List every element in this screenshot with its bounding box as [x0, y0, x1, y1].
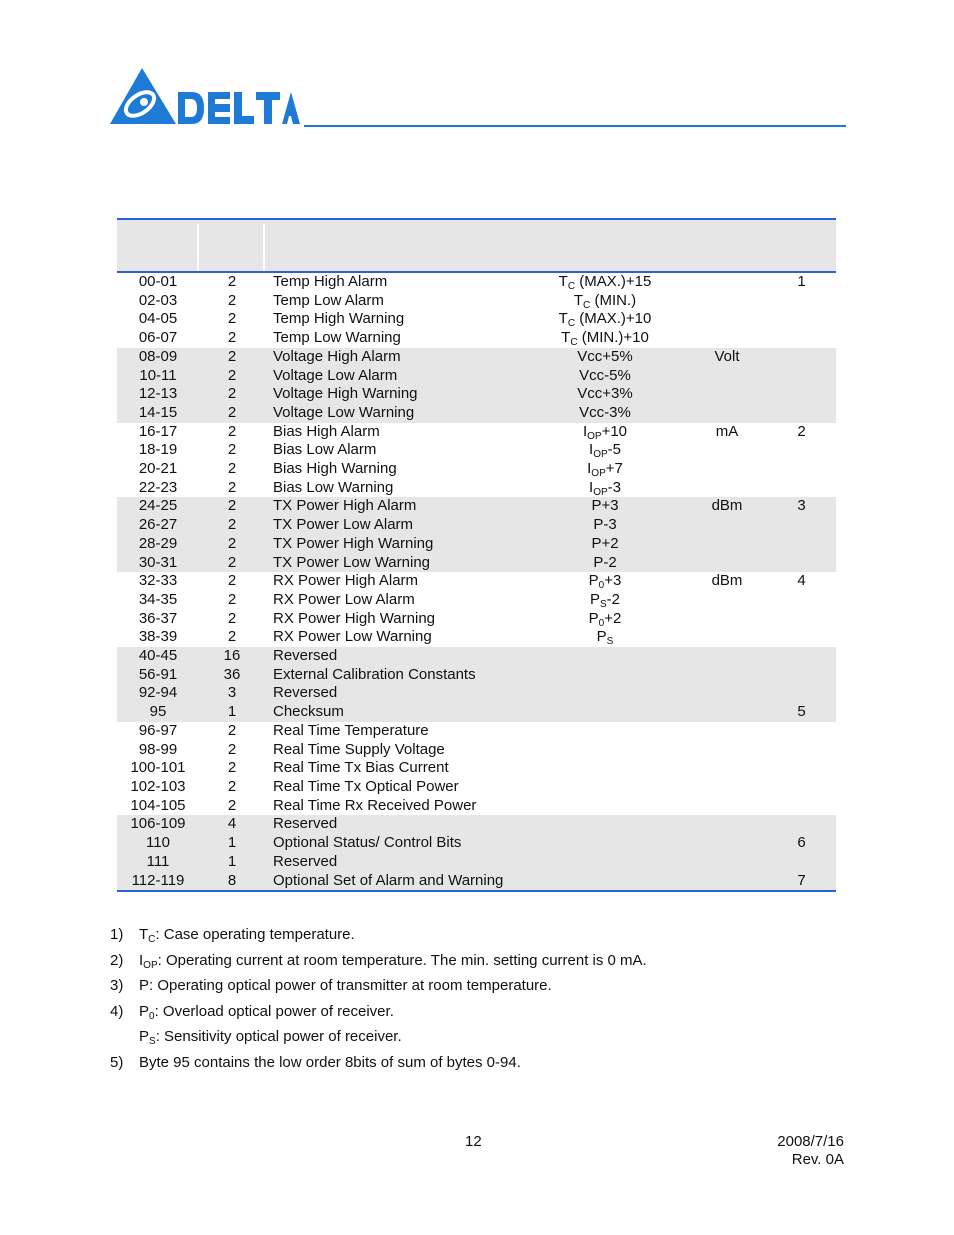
name-cell: Temp Low Warning	[273, 329, 401, 347]
note-cell	[767, 647, 836, 666]
name-cell: Optional Set of Alarm and Warning	[265, 872, 523, 891]
name-cell: Voltage Low Alarm	[265, 367, 523, 386]
address-cell: 12-13	[117, 385, 199, 404]
address-cell: 104-105	[130, 796, 186, 814]
unit-cell	[687, 628, 767, 647]
table-header	[117, 218, 836, 273]
value-cell: Vcc-5%	[523, 367, 687, 386]
unit-cell	[687, 684, 767, 703]
header-divider	[263, 224, 265, 271]
byte-count-cell: 2	[227, 721, 237, 739]
address-cell: 02-03	[138, 291, 178, 309]
footnote	[110, 951, 870, 977]
unit-cell	[687, 610, 767, 629]
name-cell: Real Time Temperature	[273, 721, 429, 739]
byte-count-cell: 2	[199, 348, 265, 367]
note-cell	[767, 684, 836, 703]
value-cell	[523, 684, 687, 703]
value-cell	[523, 759, 687, 778]
value-cell: $P_0+2$	[588, 609, 622, 629]
byte-count-cell: 2	[199, 385, 265, 404]
unit-cell	[687, 385, 767, 404]
byte-count-cell: 2	[227, 572, 237, 590]
value-cell: P-2	[523, 554, 687, 573]
note-cell: 4	[797, 572, 806, 590]
name-cell: Reserved	[265, 853, 523, 872]
note-cell	[767, 441, 836, 460]
table-bottom-rule	[117, 890, 836, 892]
name-cell: Temp High Warning	[273, 310, 405, 328]
byte-count-cell: 2	[227, 478, 237, 496]
name-cell: Bias Low Alarm	[273, 441, 377, 459]
address-cell: 26-27	[117, 516, 199, 535]
value-cell: $I_{OP}-3$	[589, 478, 621, 498]
footnote-text: $I_{OP}$: Operating current at room temperature. The min. setting current is 0 mA.	[139, 951, 647, 971]
byte-count-cell: 1	[199, 834, 265, 853]
note-cell	[767, 329, 836, 348]
note-cell	[767, 815, 836, 834]
value-cell: $P_0+3$	[588, 572, 622, 592]
table-row	[117, 479, 836, 498]
unit-cell	[687, 647, 767, 666]
unit-cell	[687, 703, 767, 722]
unit-cell	[687, 367, 767, 386]
footnote-number: 5)	[110, 1053, 124, 1071]
address-cell: 04-05	[138, 310, 178, 328]
value-cell: $I_{OP}+10$	[582, 422, 628, 442]
footnote-text: $P_S$: Sensitivity optical power of receiver.	[139, 1028, 402, 1048]
value-cell	[523, 797, 687, 816]
byte-count-cell: 2	[227, 590, 237, 608]
value-cell: $T_C$ (MAX.)+15	[558, 273, 652, 292]
table-row	[117, 722, 836, 741]
byte-count-cell: 8	[199, 872, 265, 891]
unit-cell	[687, 460, 767, 479]
value-cell: P-3	[523, 516, 687, 535]
byte-count-cell: 3	[199, 684, 265, 703]
value-cell	[523, 815, 687, 834]
note-cell	[767, 460, 836, 479]
unit-cell	[687, 310, 767, 329]
table-row	[117, 572, 836, 591]
footnote	[110, 1002, 870, 1028]
address-cell: 32-33	[138, 572, 178, 590]
value-cell	[523, 722, 687, 741]
table-row	[117, 273, 836, 292]
unit-cell: Volt	[687, 348, 767, 367]
note-cell	[767, 292, 836, 311]
note-cell	[767, 628, 836, 647]
byte-count-cell: 2	[227, 273, 237, 290]
unit-cell	[687, 329, 767, 348]
table-row	[117, 554, 836, 573]
name-cell: Real Time Rx Received Power	[273, 796, 477, 814]
footnote-number: 1)	[110, 926, 124, 943]
address-cell: 30-31	[117, 554, 199, 573]
footnote	[110, 976, 870, 1002]
name-cell: Real Time Tx Optical Power	[273, 777, 459, 795]
address-cell: 08-09	[117, 348, 199, 367]
note-cell	[767, 310, 836, 329]
unit-cell	[687, 535, 767, 554]
note-cell	[767, 591, 836, 610]
note-cell	[767, 778, 836, 797]
table-row	[117, 329, 836, 348]
address-cell: 112-119	[117, 872, 199, 891]
address-cell: 36-37	[138, 609, 178, 627]
value-cell	[523, 741, 687, 760]
address-cell: 18-19	[138, 441, 178, 459]
name-cell: Reversed	[265, 647, 523, 666]
unit-cell	[687, 516, 767, 535]
name-cell: Real Time Tx Bias Current	[273, 759, 449, 777]
note-cell	[767, 853, 836, 872]
table-body	[117, 273, 836, 890]
note-cell	[767, 722, 836, 741]
footnote-number: 3)	[110, 977, 124, 995]
footnote-number: 4)	[110, 1002, 124, 1020]
unit-cell	[687, 292, 767, 311]
unit-cell	[687, 853, 767, 872]
byte-count-cell: 4	[199, 815, 265, 834]
note-cell	[767, 759, 836, 778]
byte-count-cell: 1	[199, 703, 265, 722]
address-cell: 22-23	[138, 478, 178, 496]
byte-count-cell: 2	[227, 777, 237, 795]
byte-count-cell: 2	[227, 310, 237, 328]
name-cell: Temp High Alarm	[273, 273, 388, 290]
name-cell: Voltage High Warning	[265, 385, 523, 404]
note-cell: 1	[797, 273, 806, 290]
note-cell	[767, 554, 836, 573]
footnotes	[110, 925, 870, 1079]
address-cell: 102-103	[130, 777, 186, 795]
value-cell: Vcc+3%	[523, 385, 687, 404]
note-cell	[767, 535, 836, 554]
unit-cell	[687, 554, 767, 573]
table-row	[117, 516, 836, 535]
document-revision: Rev. 0A	[791, 1151, 844, 1168]
table-row	[117, 292, 836, 311]
name-cell: Real Time Supply Voltage	[273, 740, 445, 758]
name-cell: Optional Status/ Control Bits	[265, 834, 523, 853]
address-cell: 20-21	[138, 460, 178, 478]
table-row	[117, 628, 836, 647]
byte-count-cell: 2	[227, 291, 237, 309]
note-cell: 6	[767, 834, 836, 853]
value-cell: $T_C$ (MAX.)+10	[558, 310, 652, 330]
table-row	[117, 348, 836, 367]
address-cell: 92-94	[117, 684, 199, 703]
note-cell	[767, 479, 836, 498]
note-cell: 2	[797, 422, 806, 440]
footnote	[110, 1053, 870, 1079]
note-cell	[767, 797, 836, 816]
value-cell	[523, 778, 687, 797]
note-cell: 3	[767, 497, 836, 516]
table-row	[117, 423, 836, 442]
address-cell: 100-101	[130, 759, 186, 777]
table-row	[117, 853, 836, 872]
unit-cell	[687, 741, 767, 760]
byte-count-cell: 2	[227, 329, 237, 347]
table-row	[117, 404, 836, 423]
table-row	[117, 591, 836, 610]
address-cell: 95	[117, 703, 199, 722]
value-cell	[523, 647, 687, 666]
byte-count-cell: 2	[227, 796, 237, 814]
address-cell: 24-25	[117, 497, 199, 516]
table-row	[117, 797, 836, 816]
delta-triangle-logo-icon	[108, 66, 304, 128]
header-rule	[304, 125, 846, 127]
footnote	[110, 925, 870, 951]
note-cell	[767, 404, 836, 423]
table-row	[117, 741, 836, 760]
footnote-text: $P_0$: Overload optical power of receiver.	[139, 1002, 394, 1022]
name-cell: RX Power Low Alarm	[273, 590, 415, 608]
unit-cell	[687, 404, 767, 423]
table-row	[117, 666, 836, 685]
value-cell: $T_C$ (MIN.)	[573, 291, 637, 311]
address-cell: 34-35	[138, 590, 178, 608]
value-cell: $P_S$	[596, 628, 614, 648]
note-cell	[767, 348, 836, 367]
name-cell: External Calibration Constants	[265, 666, 523, 685]
name-cell: RX Power High Warning	[273, 609, 436, 627]
address-cell: 56-91	[117, 666, 199, 685]
byte-count-cell: 2	[199, 516, 265, 535]
name-cell: Voltage Low Warning	[265, 404, 523, 423]
byte-count-cell: 2	[199, 497, 265, 516]
value-cell: $I_{OP}+7$	[587, 460, 623, 480]
table-row	[117, 460, 836, 479]
value-cell: P+2	[523, 535, 687, 554]
byte-count-cell: 2	[227, 740, 237, 758]
table-row	[117, 834, 836, 853]
name-cell: TX Power High Alarm	[265, 497, 523, 516]
value-cell: $I_{OP}-5$	[589, 441, 621, 461]
byte-count-cell: 36	[199, 666, 265, 685]
byte-count-cell: 2	[199, 367, 265, 386]
name-cell: TX Power Low Alarm	[265, 516, 523, 535]
footnote-text: $T_C$: Case operating temperature.	[139, 926, 355, 945]
table-row	[117, 684, 836, 703]
unit-cell	[687, 834, 767, 853]
unit-cell	[687, 479, 767, 498]
value-cell: Vcc-3%	[523, 404, 687, 423]
table-row	[117, 310, 836, 329]
unit-cell	[687, 591, 767, 610]
byte-count-cell: 2	[199, 404, 265, 423]
name-cell: Temp Low Alarm	[273, 291, 384, 309]
byte-count-cell: 2	[227, 609, 237, 627]
address-cell: 14-15	[117, 404, 199, 423]
table-row	[117, 759, 836, 778]
byte-count-cell: 2	[227, 441, 237, 459]
name-cell: Checksum	[265, 703, 523, 722]
address-cell: 111	[117, 853, 199, 872]
page-number: 12	[465, 1133, 482, 1150]
note-cell: 5	[767, 703, 836, 722]
address-cell: 110	[117, 834, 199, 853]
note-cell	[767, 666, 836, 685]
name-cell: Bias High Warning	[273, 460, 397, 478]
byte-count-cell: 2	[227, 628, 237, 646]
table-row	[117, 385, 836, 404]
table-row	[117, 778, 836, 797]
address-cell: 06-07	[138, 329, 178, 347]
header-divider	[197, 224, 199, 271]
address-cell: 98-99	[138, 740, 178, 758]
note-cell	[767, 367, 836, 386]
address-cell: 00-01	[138, 273, 178, 290]
unit-cell	[687, 666, 767, 685]
footnote-number: 2)	[110, 951, 124, 969]
eeprom-table	[117, 218, 836, 892]
table-row	[117, 535, 836, 554]
unit-cell: mA	[715, 422, 739, 440]
unit-cell	[687, 759, 767, 778]
address-cell: 28-29	[117, 535, 199, 554]
note-cell	[767, 741, 836, 760]
name-cell: TX Power High Warning	[265, 535, 523, 554]
unit-cell: dBm	[711, 572, 743, 590]
name-cell: Voltage High Alarm	[265, 348, 523, 367]
document-date: 2008/7/16	[777, 1133, 844, 1150]
value-cell: P+3	[523, 497, 687, 516]
address-cell: 106-109	[117, 815, 199, 834]
value-cell	[523, 834, 687, 853]
name-cell: Bias High Alarm	[273, 422, 380, 440]
byte-count-cell: 2	[227, 759, 237, 777]
value-cell: Vcc+5%	[523, 348, 687, 367]
name-cell: Reserved	[265, 815, 523, 834]
note-cell	[767, 610, 836, 629]
value-cell: $P_S-2$	[589, 590, 621, 610]
footnote-text: P: Operating optical power of transmitter at room temperature.	[139, 977, 552, 995]
address-cell: 38-39	[138, 628, 178, 646]
name-cell: Bias Low Warning	[273, 478, 394, 496]
name-cell: TX Power Low Warning	[265, 554, 523, 573]
unit-cell	[687, 441, 767, 460]
name-cell: RX Power High Alarm	[273, 572, 419, 590]
address-cell: 16-17	[138, 422, 178, 440]
footnote	[110, 1027, 870, 1053]
unit-cell	[687, 722, 767, 741]
table-row	[117, 815, 836, 834]
unit-cell	[687, 797, 767, 816]
note-cell	[767, 516, 836, 535]
address-cell: 10-11	[117, 367, 199, 386]
byte-count-cell: 2	[227, 422, 237, 440]
value-cell	[523, 853, 687, 872]
table-row	[117, 497, 836, 516]
table-row	[117, 647, 836, 666]
unit-cell	[687, 872, 767, 891]
footnote-text: Byte 95 contains the low order 8bits of sum of bytes 0-94.	[139, 1053, 521, 1071]
value-cell: $T_C$ (MIN.)+10	[561, 329, 649, 349]
byte-count-cell: 16	[199, 647, 265, 666]
table-row	[117, 441, 836, 460]
unit-cell: dBm	[687, 497, 767, 516]
table-row	[117, 610, 836, 629]
value-cell	[523, 703, 687, 722]
address-cell: 96-97	[138, 721, 178, 739]
delta-logo	[108, 66, 304, 128]
table-row	[117, 872, 836, 891]
note-cell: 7	[767, 872, 836, 891]
note-cell	[767, 385, 836, 404]
unit-cell	[687, 273, 767, 292]
value-cell	[523, 666, 687, 685]
unit-cell	[687, 778, 767, 797]
unit-cell	[687, 815, 767, 834]
byte-count-cell: 2	[227, 460, 237, 478]
name-cell: Reversed	[265, 684, 523, 703]
byte-count-cell: 2	[199, 535, 265, 554]
value-cell	[523, 872, 687, 891]
table-row	[117, 367, 836, 386]
table-row	[117, 703, 836, 722]
address-cell: 40-45	[117, 647, 199, 666]
name-cell: RX Power Low Warning	[273, 628, 432, 646]
byte-count-cell: 2	[199, 554, 265, 573]
byte-count-cell: 1	[199, 853, 265, 872]
